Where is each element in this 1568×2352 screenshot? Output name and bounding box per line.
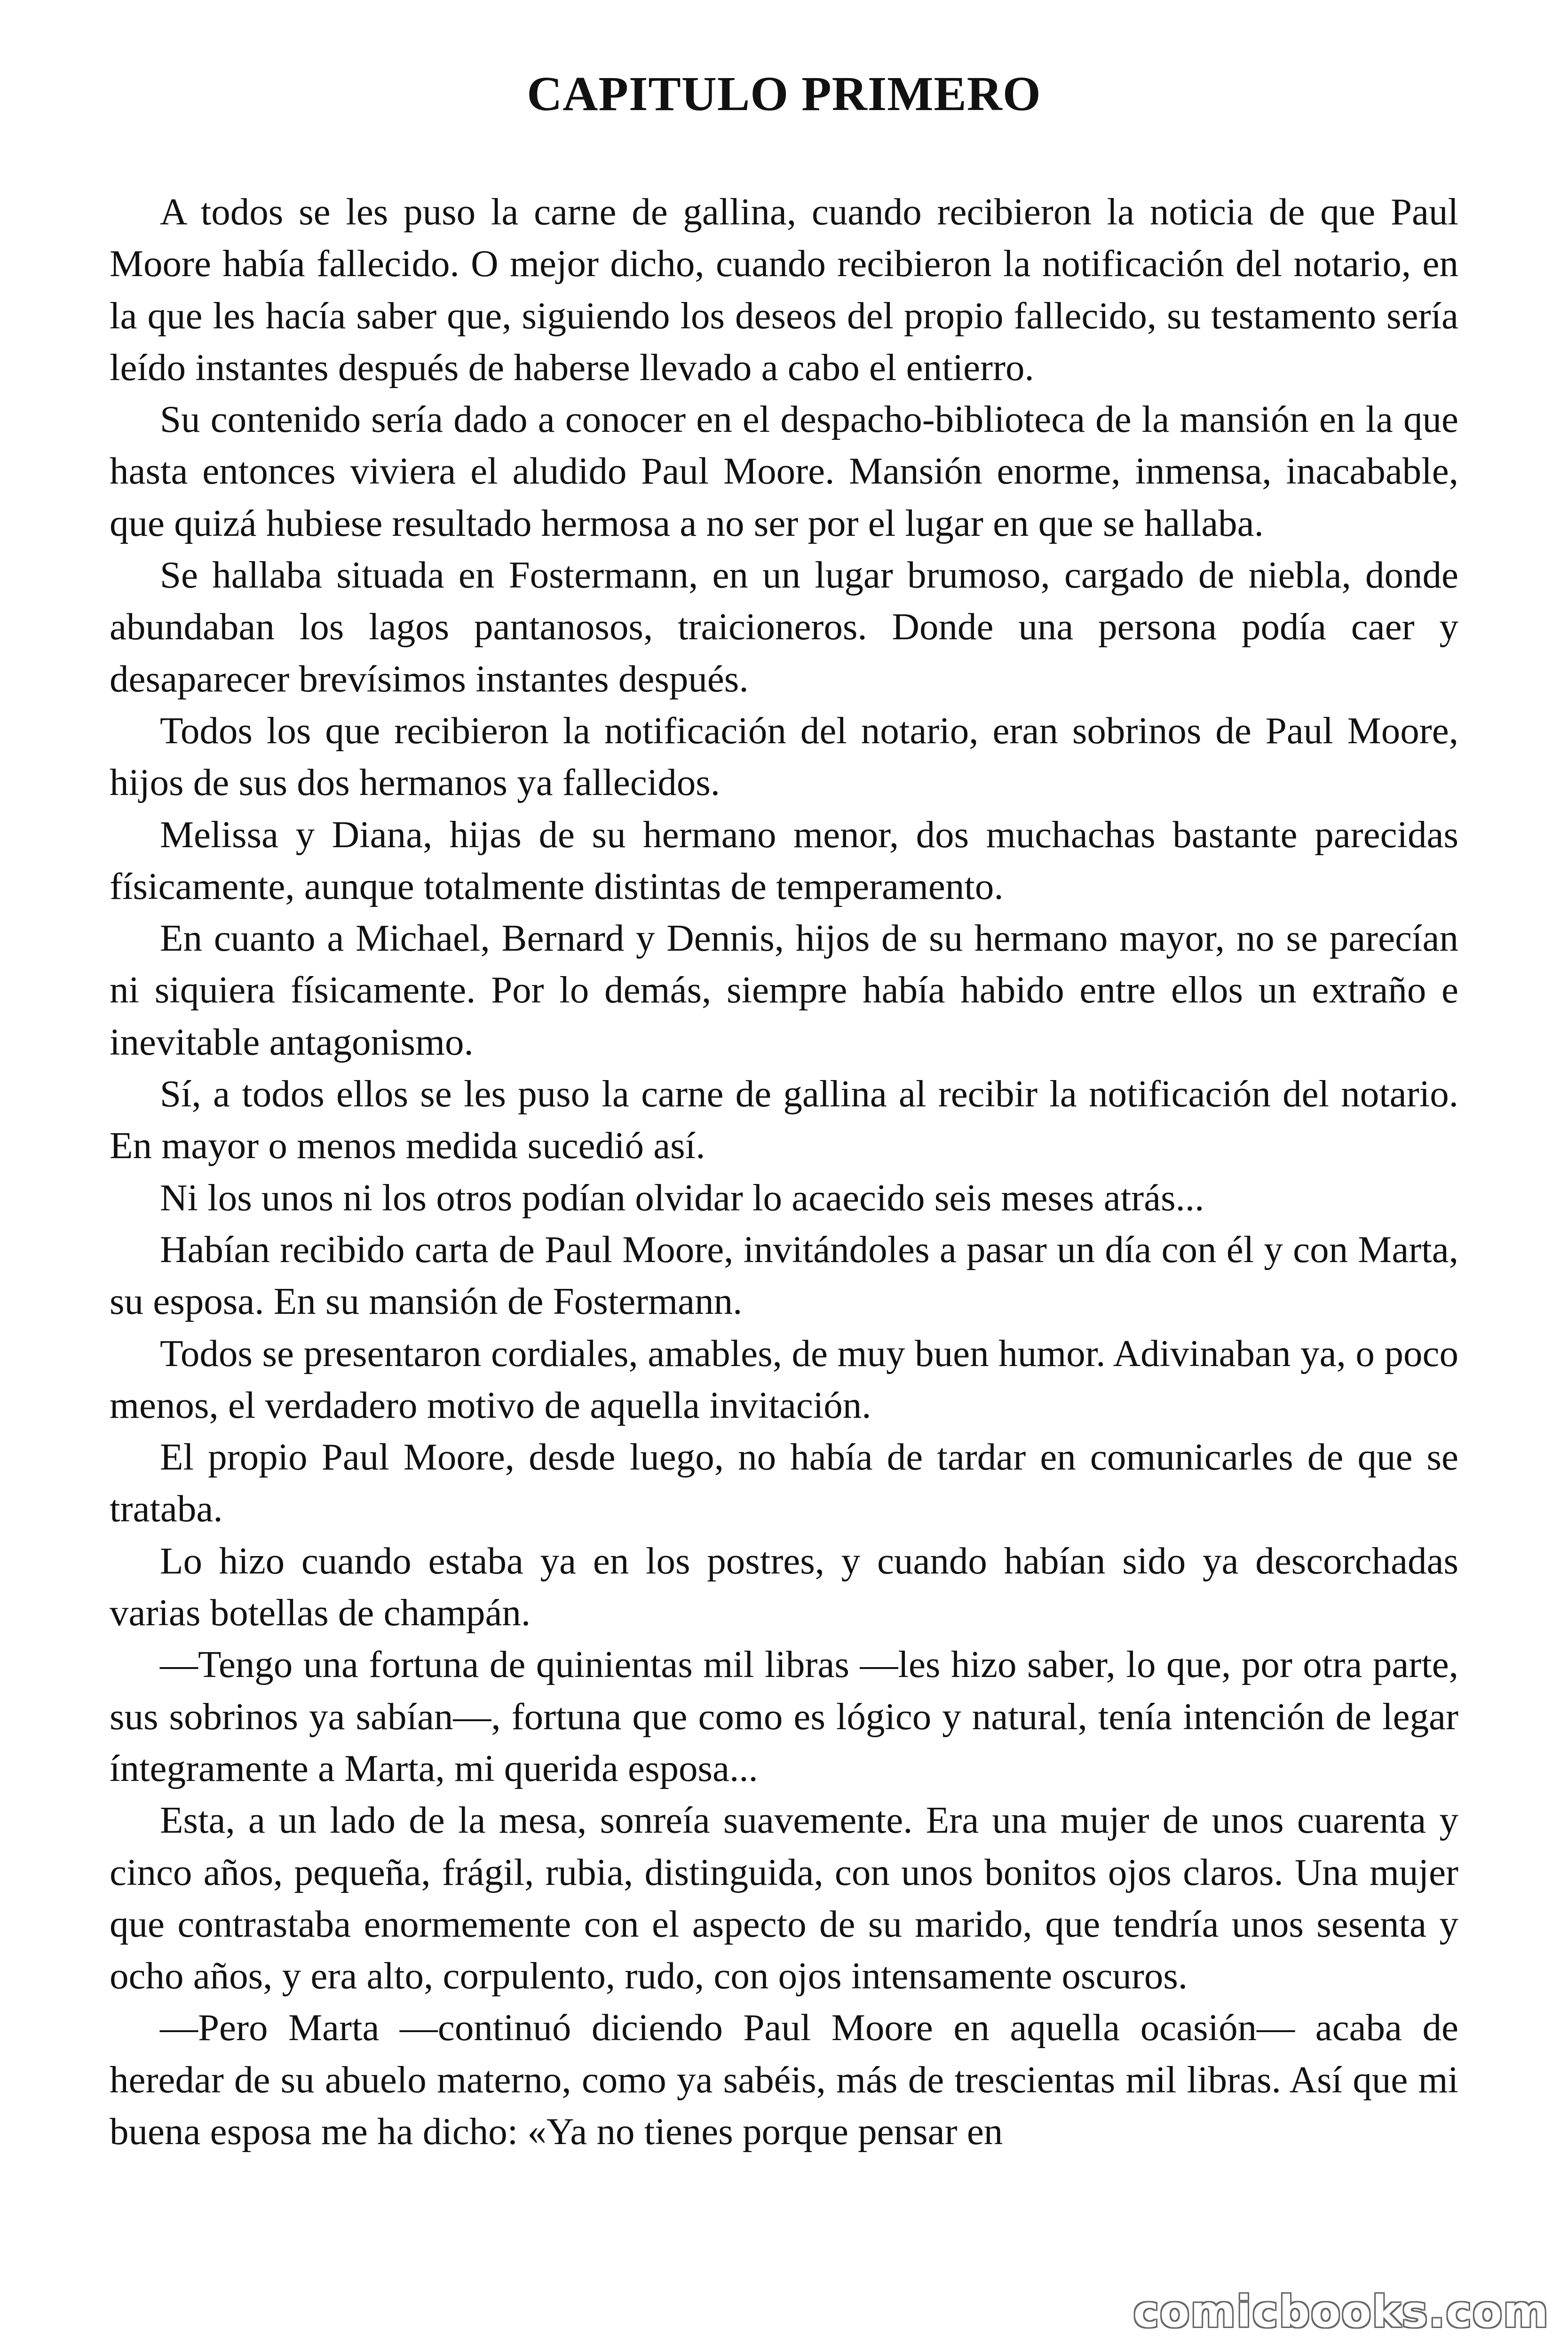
- paragraph: El propio Paul Moore, desde luego, no había de tardar en comunicarles de que se trataba.: [110, 1436, 1458, 1530]
- paragraph: Esta, a un lado de la mesa, sonreía suavemente. Era una mujer de unos cuarenta y cinco años, pequeña, frágil, rubia, distinguida, con unos bonitos ojos claros. Una mujer que contrastaba enormemente con el aspecto de su marido, que tendría unos sesenta y ocho años, y era alto, corpulento, rudo, con ojos intensamente oscuros.: [110, 1799, 1458, 1997]
- paragraph: Sí, a todos ellos se les puso la carne de gallina al recibir la notificación del notario. En mayor o menos medida sucedió así.: [110, 1073, 1458, 1167]
- paragraph: A todos se les puso la carne de gallina, cuando recibieron la noticia de que Paul Moore había fallecido. O mejor dicho, cuando recibieron la notificación del notario, en la que les hacía saber que, siguiendo los deseos del propio fallecido, su testamento sería leído instantes después de haberse llevado a cabo el entierro.: [110, 191, 1458, 389]
- paragraph: Habían recibido carta de Paul Moore, invitándoles a pasar un día con él y con Marta, su esposa. En su mansión de Fostermann.: [110, 1228, 1458, 1323]
- paragraph: Se hallaba situada en Fostermann, en un lugar brumoso, cargado de niebla, donde abundaban los lagos pantanosos, traicioneros. Donde una persona podía caer y desaparecer brevísimos instantes después.: [110, 554, 1458, 700]
- paragraph: Su contenido sería dado a conocer en el despacho-biblioteca de la mansión en la que hasta entonces viviera el aludido Paul Moore. Mansión enorme, inmensa, inacabable, que quizá hubiese resultado hermosa a no ser por el lugar en que se hallaba.: [110, 398, 1458, 544]
- paragraph: En cuanto a Michael, Bernard y Dennis, hijos de su hermano mayor, no se parecían ni siquiera físicamente. Por lo demás, siempre había habido entre ellos un extraño e inevitable antagonismo.: [110, 917, 1458, 1063]
- paragraph: Todos los que recibieron la notificación del notario, eran sobrinos de Paul Moore, hijos de sus dos hermanos ya fallecidos.: [110, 709, 1458, 804]
- paragraph: Todos se presentaron cordiales, amables, de muy buen humor. Adivinaban ya, o poco menos, el verdadero motivo de aquella invitación.: [110, 1332, 1458, 1426]
- paragraph: Ni los unos ni los otros podían olvidar lo acaecido seis meses atrás...: [160, 1176, 1204, 1219]
- chapter-title: CAPITULO PRIMERO: [527, 67, 1041, 121]
- watermark: comicbooks.com: [1133, 2287, 1549, 2337]
- paragraph: —Tengo una fortuna de quinientas mil libras —les hizo saber, lo que, por otra parte, sus sobrinos ya sabían—, fortuna que como es lógico y natural, tenía intención de legar íntegramente a Marta, mi querida esposa...: [110, 1643, 1458, 1789]
- paragraph: Lo hizo cuando estaba ya en los postres, y cuando habían sido ya descorchadas varias botellas de champán.: [110, 1539, 1458, 1634]
- paragraph: —Pero Marta —continuó diciendo Paul Moore en aquella ocasión— acaba de heredar de su abuelo materno, como ya sabéis, más de trescientas mil libras. Así que mi buena esposa me ha dicho: «Ya no tienes porque pensar en: [110, 2006, 1458, 2153]
- paragraph: Melissa y Diana, hijas de su hermano menor, dos muchachas bastante parecidas físicamente, aunque totalmente distintas de temperamento.: [110, 813, 1458, 907]
- chapter-body: [110, 186, 1458, 2157]
